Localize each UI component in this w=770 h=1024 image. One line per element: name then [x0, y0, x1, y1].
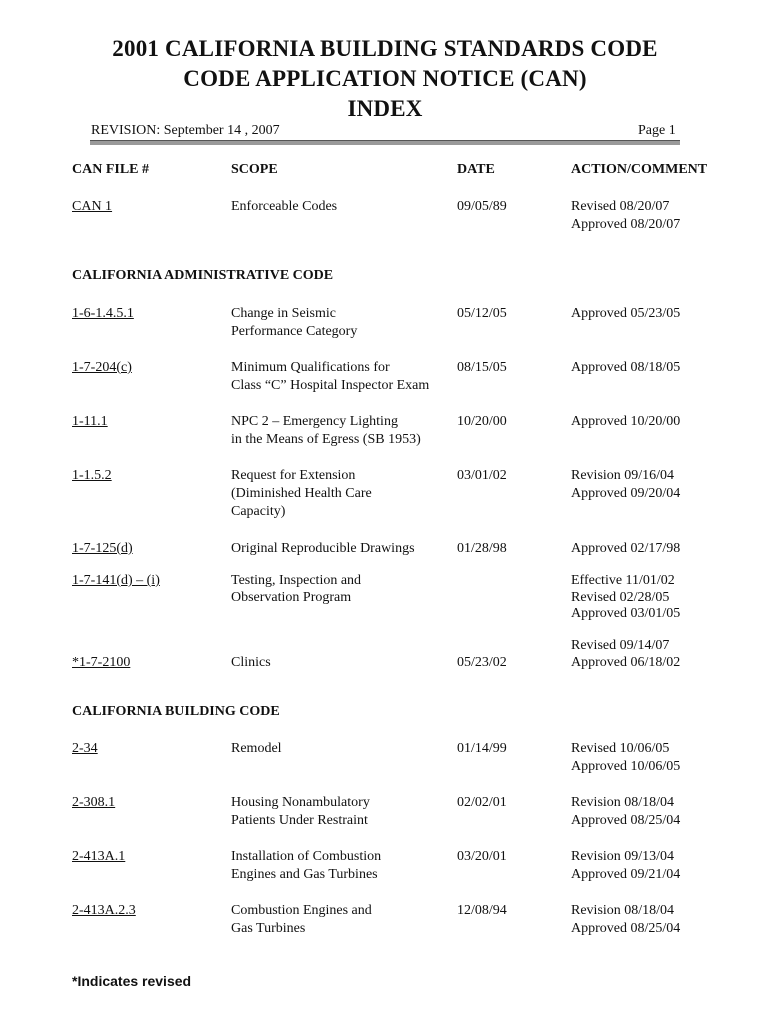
document-title-line-1: 2001 CALIFORNIA BUILDING STANDARDS CODE: [112, 36, 658, 61]
action-text: Approved 03/01/05: [571, 606, 681, 621]
column-header-action: ACTION/COMMENT: [571, 162, 708, 177]
action-text: Approved 02/17/98: [571, 541, 681, 556]
document-title-line-2: CODE APPLICATION NOTICE (CAN): [183, 66, 587, 91]
page-number: Page 1: [638, 123, 676, 138]
scope-text: Enforceable Codes: [231, 199, 338, 214]
scope-text: Performance Category: [231, 324, 358, 339]
column-header-scope: SCOPE: [231, 162, 278, 177]
scope-text: Class “C” Hospital Inspector Exam: [231, 378, 430, 393]
action-text: Revised 08/20/07: [571, 199, 670, 214]
scope-text: Gas Turbines: [231, 921, 306, 936]
section-heading-administrative: CALIFORNIA ADMINISTRATIVE CODE: [72, 268, 334, 283]
date-text: 02/02/01: [457, 795, 507, 810]
scope-text: NPC 2 – Emergency Lighting: [231, 414, 398, 429]
date-text: 08/15/05: [457, 360, 507, 375]
scope-text: Combustion Engines and: [231, 903, 372, 918]
document-title-line-3: INDEX: [347, 96, 423, 121]
scope-text: in the Means of Egress (SB 1953): [231, 432, 421, 447]
scope-text: Patients Under Restraint: [231, 813, 368, 828]
can-file-link[interactable]: 1-1.5.2: [72, 468, 112, 483]
date-text: 03/20/01: [457, 849, 507, 864]
date-text: 05/12/05: [457, 306, 507, 321]
action-text: Revision 08/18/04: [571, 795, 675, 810]
action-text: Approved 08/18/05: [571, 360, 681, 375]
action-text: Approved 10/06/05: [571, 759, 681, 774]
column-header-date: DATE: [457, 162, 495, 177]
scope-text: Remodel: [231, 741, 282, 756]
scope-text: Testing, Inspection and: [231, 573, 362, 588]
scope-text: Clinics: [231, 655, 271, 670]
can-file-link[interactable]: 2-308.1: [72, 795, 116, 810]
action-text: Effective 11/01/02: [571, 573, 675, 588]
action-text: Revision 09/13/04: [571, 849, 675, 864]
can-file-link[interactable]: 1-7-204(c): [72, 360, 132, 375]
can-file-link[interactable]: 1-7-125(d): [72, 541, 133, 556]
date-text: 09/05/89: [457, 199, 507, 214]
scope-text: (Diminished Health Care: [231, 486, 372, 501]
date-text: 03/01/02: [457, 468, 507, 483]
can-file-link[interactable]: 1-11.1: [72, 414, 108, 429]
action-text: Approved 08/25/04: [571, 921, 681, 936]
action-text: Approved 10/20/00: [571, 414, 681, 429]
header-divider-thick: [90, 141, 680, 145]
can-file-link[interactable]: 1-7-141(d) – (i): [72, 573, 160, 588]
can-file-link[interactable]: CAN 1: [72, 199, 113, 214]
date-text: 01/28/98: [457, 541, 507, 556]
action-text: Approved 05/23/05: [571, 306, 681, 321]
date-text: 12/08/94: [457, 903, 507, 918]
action-text: Approved 09/20/04: [571, 486, 681, 501]
scope-text: Change in Seismic: [231, 306, 336, 321]
date-text: 05/23/02: [457, 655, 507, 670]
date-text: 01/14/99: [457, 741, 507, 756]
action-text: Approved 09/21/04: [571, 867, 681, 882]
scope-text: Capacity): [231, 504, 286, 519]
column-header-file: CAN FILE #: [72, 162, 150, 177]
date-text: 10/20/00: [457, 414, 507, 429]
action-text: Approved 08/25/04: [571, 813, 681, 828]
action-text: Revised 09/14/07: [571, 638, 670, 653]
revision-date: REVISION: September 14 , 2007: [91, 123, 280, 138]
can-file-link[interactable]: 2-413A.1: [72, 849, 126, 864]
scope-text: Minimum Qualifications for: [231, 360, 390, 375]
action-text: Revised 10/06/05: [571, 741, 670, 756]
can-file-link[interactable]: *1-7-2100: [72, 655, 131, 670]
scope-text: Engines and Gas Turbines: [231, 867, 378, 882]
action-text: Revision 08/18/04: [571, 903, 675, 918]
footnote-revised-indicator: *Indicates revised: [72, 973, 192, 989]
scope-text: Observation Program: [231, 590, 352, 605]
action-text: Revision 09/16/04: [571, 468, 675, 483]
action-text: Revised 02/28/05: [571, 590, 670, 605]
action-text: Approved 08/20/07: [571, 217, 681, 232]
can-file-link[interactable]: 2-413A.2.3: [72, 903, 136, 918]
scope-text: Request for Extension: [231, 468, 356, 483]
scope-text: Installation of Combustion: [231, 849, 382, 864]
scope-text: Original Reproducible Drawings: [231, 541, 415, 556]
section-heading-building: CALIFORNIA BUILDING CODE: [72, 704, 280, 719]
can-file-link[interactable]: 2-34: [72, 741, 98, 756]
action-text: Approved 06/18/02: [571, 655, 681, 670]
scope-text: Housing Nonambulatory: [231, 795, 370, 810]
can-file-link[interactable]: 1-6-1.4.5.1: [72, 306, 134, 321]
